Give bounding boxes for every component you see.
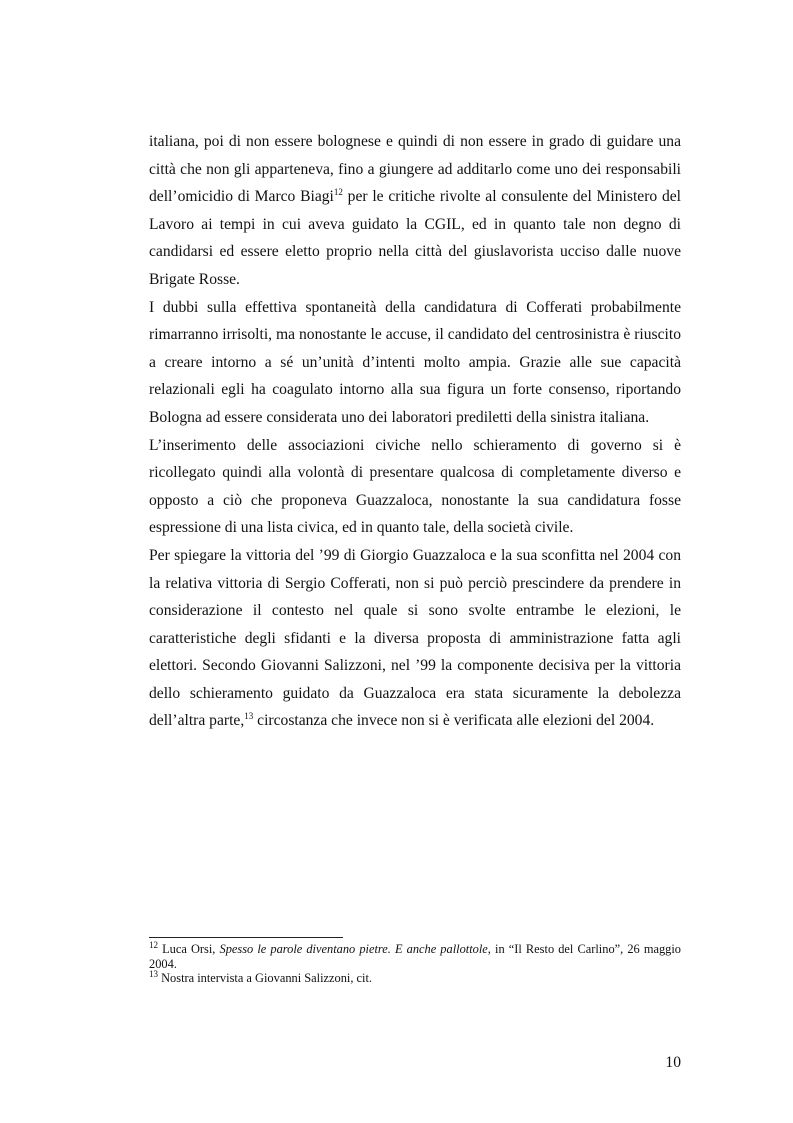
paragraph [149,432,681,542]
italic-title: Spesso le parole diventano pietre. E anche pallottole, [219,942,491,956]
text-run: Nostra intervista a Giovanni Salizzoni, cit. [158,971,373,986]
footnote-ref: 12 [149,939,158,950]
footnote-ref: 12 [333,187,343,197]
text-run: Luca Orsi, [158,942,220,956]
body-text [149,128,681,735]
footnote [149,971,681,986]
footnote [149,939,681,971]
text-run: L’inserimento delle associazioni civiche nello schieramento di governo si è ricollegato quindi alla volontà di presentare qualcosa di completamente diverso e opposto a ciò che proponeva Guazzaloca, nonostante la sua candidatura fosse espressione di una lista civica, ed in quanto tale, della società civile. [149,436,681,537]
footnote-ref: 13 [244,711,254,722]
footnote-ref: 13 [149,969,158,980]
footnotes [149,939,681,986]
footnote-separator [149,937,343,938]
text-run: Per spiegare la vittoria del ’99 di Giorgio Guazzaloca e la sua sconfitta nel 2004 con la relativa vittoria di Sergio Cofferati, non si può perciò prescindere da prendere in considerazione il contesto nel quale si sono svolte entrambe le elezioni, le caratteristiche degli sfidanti e la diversa proposta di amministrazione fatta agli elettori. Secondo Giovanni Salizzoni, nel ’99 la componente decisiva per la vittoria dello schieramento guidato da Guazzaloca era stata sicuramente la debolezza dell’altra parte, [149,546,681,730]
text-run: per le critiche rivolte al consulente del Ministero del Lavoro ai tempi in cui aveva guidato la CGIL, ed in quanto tale non degno di candidarsi ed essere eletto proprio nella città del giuslavorista ucciso dalle nuove Brigate Rosse. [149,188,682,288]
text-run: in “Il Resto del Carlino”, 26 maggio 2004. [149,942,681,971]
text-run: italiana, poi di non essere bolognese e quindi di non essere in grado di guidare una città che non gli apparteneva, fino a giungere ad additarlo come uno dei responsabili dell’omicidio di Marco Biagi [149,133,681,206]
page-number: 10 [665,1054,681,1071]
text-run: circostanza che invece non si è verificata alle elezioni del 2004. [253,712,655,730]
paragraph [149,294,681,432]
paragraph [149,128,681,294]
text-run: I dubbi sulla effettiva spontaneità della candidatura di Cofferati probabilmente rimarranno irrisolti, ma nonostante le accuse, il candidato del centrosinistra è riuscito a creare intorno a sé un’unità d’intenti molto ampia. Grazie alle sue capacità relazionali egli ha coagulato intorno alla sua figura un forte consenso, riportando Bologna ad essere considerata uno dei laboratori prediletti della sinistra italiana. [149,298,681,426]
paragraph [149,542,681,735]
